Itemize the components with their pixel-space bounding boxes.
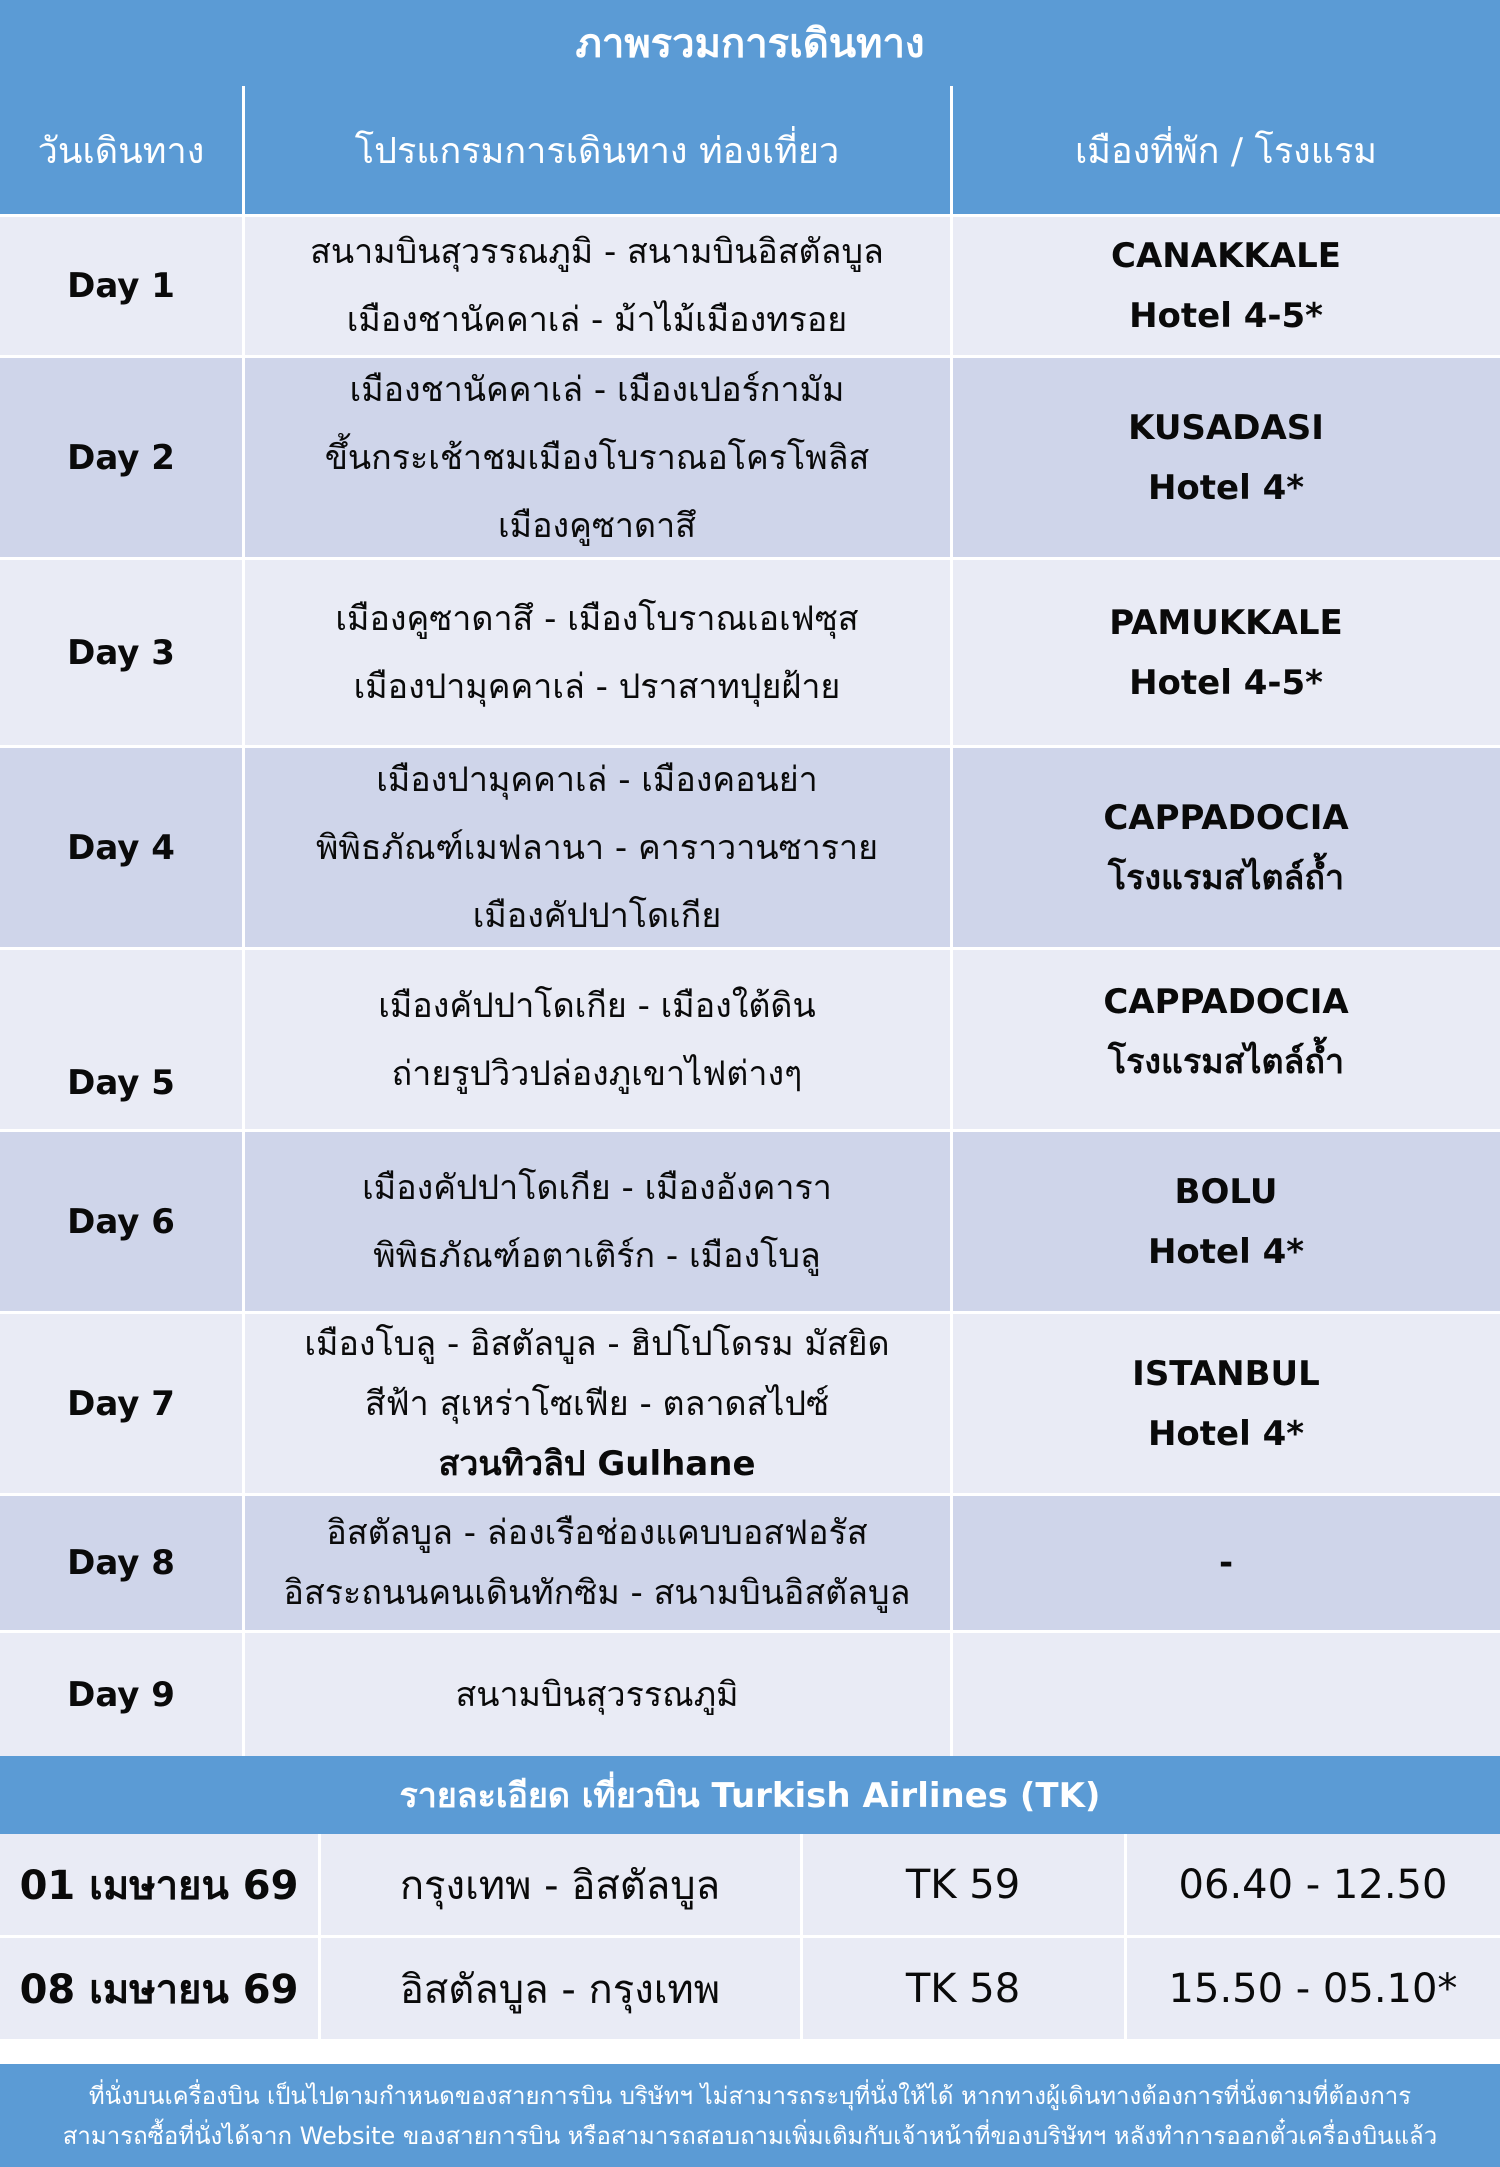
day-label: Day 8 xyxy=(67,1543,175,1583)
day-program xyxy=(244,1496,950,1630)
flight-route: กรุงเทพ - อิสตัลบูล xyxy=(399,1862,721,1909)
day-label: Day 5 xyxy=(67,1063,175,1103)
day-row xyxy=(0,745,1500,947)
hotel-city: CANAKKALE xyxy=(1111,236,1341,276)
itinerary-title-text: ภาพรวมการเดินทาง xyxy=(575,21,925,67)
program-line: เมืองคัปปาโดเกีย - เมืองอังคารา xyxy=(362,1167,832,1208)
day-hotel xyxy=(952,217,1500,355)
flight-date: 01 เมษายน 69 xyxy=(19,1862,299,1909)
program-line: ขึ้นกระเช้าชมเมืองโบราณอโครโพลิส xyxy=(324,437,870,478)
day-program xyxy=(244,950,950,1129)
hotel-city: - xyxy=(1218,1543,1234,1583)
day-program xyxy=(244,358,950,557)
flight-number: TK 58 xyxy=(905,1965,1021,2012)
flight-route: อิสตัลบูล - กรุงเทพ xyxy=(399,1966,721,2013)
day-program xyxy=(244,748,950,947)
flight-section-title-text: รายละเอียด เที่ยวบิน Turkish Airlines (TK) xyxy=(399,1776,1101,1816)
header-day: วันเดินทาง xyxy=(37,130,205,172)
program-line: เมืองคัปปาโดเกีย xyxy=(472,895,722,936)
program-line: เมืองชานัคคาเล่ - เมืองเปอร์กามัม xyxy=(349,369,845,410)
hotel-class: Hotel 4* xyxy=(1147,1413,1305,1454)
program-line: สนามบินสุวรรณภูมิ xyxy=(455,1674,739,1715)
day-row xyxy=(0,1129,1500,1311)
hotel-city: PAMUKKALE xyxy=(1109,602,1343,643)
hotel-class: Hotel 4* xyxy=(1147,467,1305,508)
program-line: เมืองชานัคคาเล่ - ม้าไม้เมืองทรอย xyxy=(346,300,848,340)
day-row xyxy=(0,1630,1500,1756)
day-hotel xyxy=(952,1314,1500,1493)
day-row xyxy=(0,214,1500,355)
day-hotel xyxy=(952,560,1500,745)
hotel-city: BOLU xyxy=(1174,1171,1278,1212)
day-label: Day 1 xyxy=(67,266,175,306)
day-program xyxy=(244,217,950,355)
day-program xyxy=(244,1633,950,1756)
program-line: สวนทิวลิป Gulhane xyxy=(438,1443,756,1484)
hotel-class: โรงแรมสไตล์ถ้ำ xyxy=(1107,1042,1345,1082)
day-label: Day 3 xyxy=(67,632,175,673)
seat-note xyxy=(0,2064,1500,2167)
day-hotel xyxy=(952,1496,1500,1630)
day-hotel xyxy=(952,358,1500,557)
day-hotel xyxy=(952,748,1500,947)
flight-row xyxy=(0,1834,1500,1938)
flight-time: 15.50 - 05.10* xyxy=(1168,1965,1458,2012)
day-label: Day 9 xyxy=(67,1674,175,1715)
program-line: อิสระถนนคนเดินทักซิม - สนามบินอิสตัลบูล xyxy=(283,1573,911,1613)
itinerary-header-row xyxy=(0,86,1500,214)
day-label: Day 2 xyxy=(67,437,175,478)
day-label: Day 7 xyxy=(67,1383,175,1424)
flight-time: 06.40 - 12.50 xyxy=(1178,1861,1448,1908)
day-label: Day 4 xyxy=(67,827,175,868)
hotel-class: Hotel 4* xyxy=(1147,1231,1305,1272)
day-hotel xyxy=(952,1633,1500,1756)
note-line: ที่นั่งบนเครื่องบิน เป็นไปตามกำหนดของสายการบิน บริษัทฯ ไม่สามารถระบุที่นั่งให้ได้ หากทางผู้เดินทางต้องการที่นั่งตามที่ต้องการ xyxy=(88,2081,1412,2110)
program-line: เมืองโบลู - อิสตัลบูล - ฮิปโปโดรม มัสยิด xyxy=(304,1323,890,1364)
hotel-city: ISTANBUL xyxy=(1132,1353,1320,1394)
flight-date: 08 เมษายน 69 xyxy=(19,1966,299,2013)
note-line: สามารถซื้อที่นั่งได้จาก Website ของสายการบิน หรือสามารถสอบถามเพิ่มเติมกับเจ้าหน้าที่ของบริษัทฯ หลังทำการออกตั๋วเครื่องบินแล้ว xyxy=(62,2121,1438,2150)
program-line: พิพิธภัณฑ์อตาเติร์ก - เมืองโบลู xyxy=(373,1235,821,1276)
program-line: สีฟ้า สุเหร่าโซเฟีย - ตลาดสไปซ์ xyxy=(364,1383,830,1424)
hotel-city: CAPPADOCIA xyxy=(1103,797,1349,838)
day-row xyxy=(0,557,1500,745)
program-line: เมืองคูซาดาสึ xyxy=(498,505,696,546)
program-line: เมืองปามุคคาเล่ - เมืองคอนย่า xyxy=(376,759,818,800)
program-line: เมืองคัปปาโดเกีย - เมืองใต้ดิน xyxy=(378,985,816,1026)
hotel-class: Hotel 4-5* xyxy=(1129,662,1323,703)
itinerary-title xyxy=(0,0,1500,86)
day-hotel xyxy=(952,950,1500,1129)
day-row xyxy=(0,1493,1500,1630)
day-program xyxy=(244,560,950,745)
day-row xyxy=(0,1311,1500,1493)
day-program xyxy=(244,1314,950,1493)
day-row xyxy=(0,947,1500,1129)
hotel-city: CAPPADOCIA xyxy=(1103,982,1349,1022)
program-line: สนามบินสุวรรณภูมิ - สนามบินอิสตัลบูล xyxy=(310,232,884,272)
flight-row xyxy=(0,1938,1500,2042)
header-hotel: เมืองที่พัก / โรงแรม xyxy=(1074,130,1378,172)
day-row xyxy=(0,355,1500,557)
program-line: ถ่ายรูปวิวปล่องภูเขาไฟต่างๆ xyxy=(391,1053,803,1094)
day-program xyxy=(244,1132,950,1311)
day-label: Day 6 xyxy=(67,1201,175,1242)
program-line: เมืองคูซาดาสึ - เมืองโบราณเอเฟซุส xyxy=(335,598,859,639)
hotel-city: KUSADASI xyxy=(1128,407,1324,448)
program-line: เมืองปามุคคาเล่ - ปราสาทปุยฝ้าย xyxy=(353,666,841,707)
flight-section-title xyxy=(0,1756,1500,1834)
hotel-class: โรงแรมสไตล์ถ้ำ xyxy=(1107,857,1345,898)
program-line: พิพิธภัณฑ์เมฟลานา - คาราวานซาราย xyxy=(315,827,879,868)
program-line: อิสตัลบูล - ล่องเรือช่องแคบบอสฟอรัส xyxy=(326,1513,868,1553)
hotel-class: Hotel 4-5* xyxy=(1129,296,1323,336)
header-program: โปรแกรมการเดินทาง ท่องเที่ยว xyxy=(354,130,840,172)
flight-number: TK 59 xyxy=(905,1861,1021,1908)
day-hotel xyxy=(952,1132,1500,1311)
